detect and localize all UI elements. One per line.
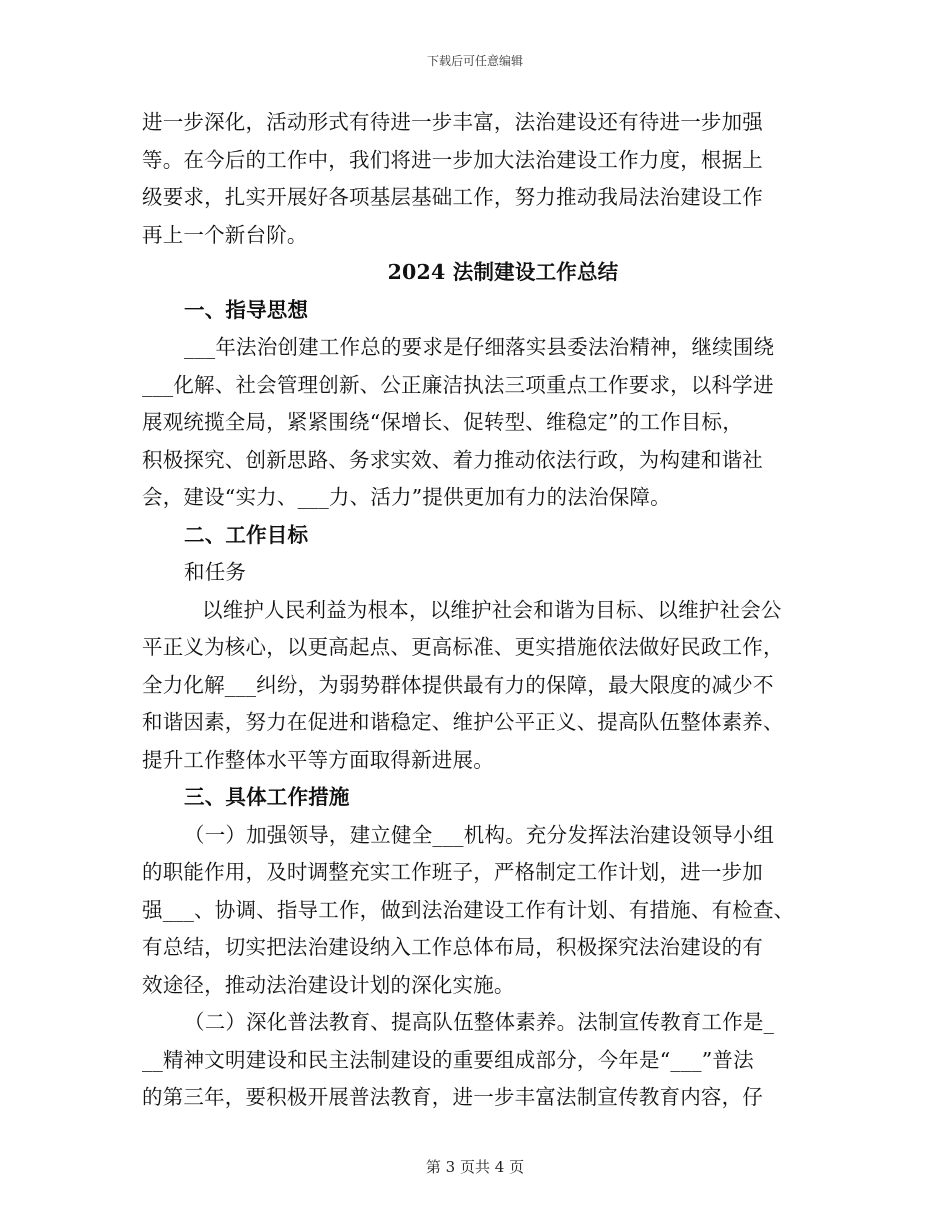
text-line: （一）加强领导，建立健全___机构。充分发挥法治建设领导小组 (184, 822, 775, 847)
text-line: 平正义为核心，以更高起点、更高标准、更实措施依法做好民政工作， (142, 635, 784, 659)
text-line: 有总结，切实把法治建设纳入工作总体布局，积极探究法治建设的有 (142, 935, 763, 959)
text-line: 强___、协调、指导工作，做到法治建设工作有计划、有措施、有检查、 (142, 897, 795, 922)
document-title: 2024 法制建设工作总结 (387, 260, 619, 284)
text-line: 再上一个新台阶。 (142, 222, 308, 247)
text-line: 和任务 (184, 560, 247, 584)
text-line: ___年法治创建工作总的要求是仔细落实县委法治精神，继续围绕 (184, 335, 775, 359)
text-line: 等。在今后的工作中，我们将进一步加大法治建设工作力度，根据上 (142, 147, 763, 172)
page-footer: 第 3 页共 4 页 (425, 1158, 525, 1176)
section-heading: 三、具体工作措施 (184, 785, 350, 809)
text-line: 提升工作整体水平等方面取得新进展。 (142, 747, 494, 772)
text-line: 积极探究、创新思路、务求实效、着力推动依法行政，为构建和谐社 (142, 447, 763, 472)
text-line: 的职能作用，及时调整充实工作班子，严格制定工作计划，进一步加 (142, 860, 763, 884)
text-line: （二）深化普法教育、提高队伍整体素养。法制宣传教育工作是_ (184, 1010, 775, 1034)
section-heading: 二、工作目标 (184, 522, 309, 547)
text-line: 效途径，推动法治建设计划的深化实施。 (142, 972, 515, 997)
text-line: 和谐因素，努力在促进和谐稳定、维护公平正义、提高队伍整体素养、 (142, 710, 784, 734)
text-line: 全力化解___纠纷，为弱势群体提供最有力的保障，最大限度的减少不 (142, 672, 774, 697)
text-line: 以维护人民利益为根本，以维护社会和谐为目标、以维护社会公 (202, 597, 782, 622)
section-heading: 一、指导思想 (184, 297, 309, 322)
text-line: 的第三年，要积极开展普法教育，进一步丰富法制宣传教育内容，仔 (142, 1085, 763, 1109)
text-line: 进一步深化，活动形式有待进一步丰富，法治建设还有待进一步加强 (142, 110, 763, 134)
text-line: 展观统揽全局，紧紧围绕“保增长、促转型、维稳定”的工作目标， (142, 410, 743, 434)
page-header: 下载后可任意编辑 (426, 54, 523, 68)
text-line: 级要求，扎实开展好各项基层基础工作，努力推动我局法治建设工作 (142, 185, 763, 209)
text-line: ___化解、社会管理创新、公正廉洁执法三项重点工作要求，以科学进 (142, 372, 774, 397)
document-body (142, 104, 822, 1117)
text-line: __精神文明建设和民主法制建设的重要组成部分，今年是“___”普法 (142, 1047, 754, 1072)
text-line: 会，建设“实力、___力、活力”提供更加有力的法治保障。 (142, 485, 671, 509)
